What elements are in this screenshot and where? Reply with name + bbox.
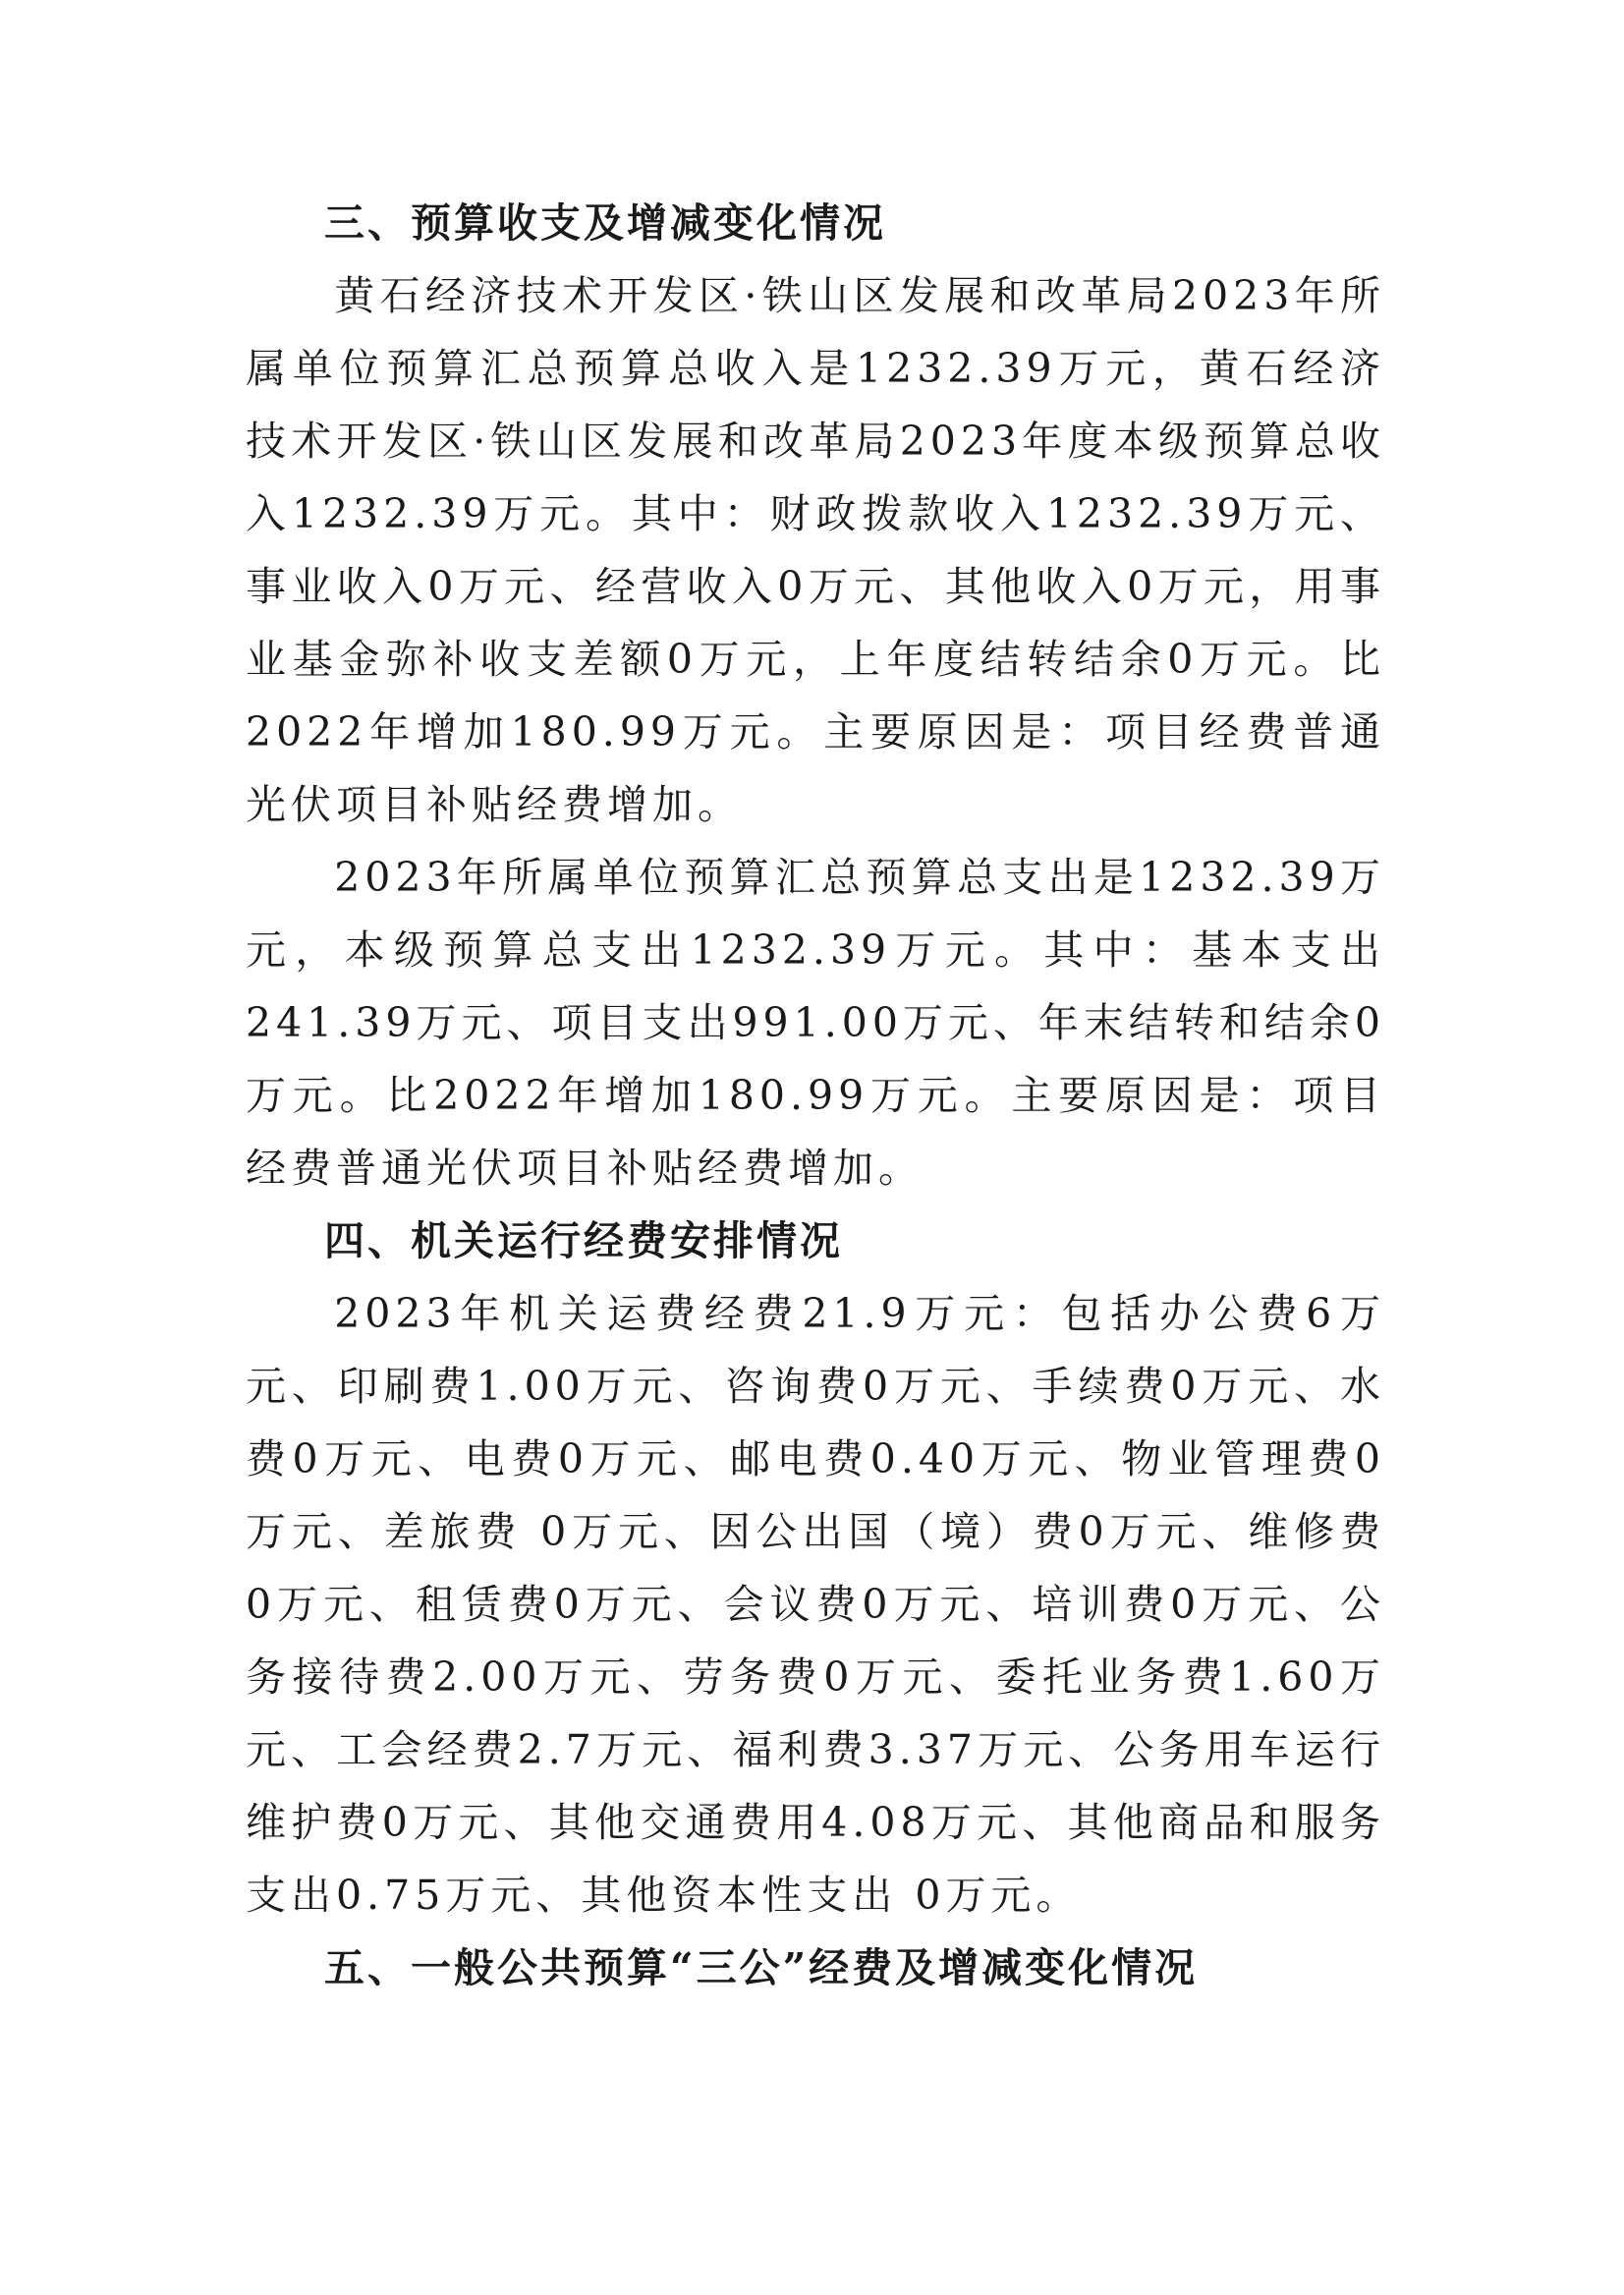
section-heading-operating-funds: 四、机关运行经费安排情况 [324, 1217, 843, 1264]
paragraph-budget-expenditure: 2023年所属单位预算汇总预算总支出是1232.39万元，本级预算总支出1232.39万元。其中：基本支出241.39万元、项目支出991.00万元、年末结转和结余0万元。比2022年增加180.99万元。主要原因是：项目经费普通光伏项目补贴经费增加。 [246, 854, 1386, 1192]
paragraph-budget-income: 黄石经济技术开发区·铁山区发展和改革局2023年所属单位预算汇总预算总收入是1232.39万元，黄石经济技术开发区·铁山区发展和改革局2023年度本级预算总收入1232.39万元。其中：财政拨款收入1232.39万元、事业收入0万元、经营收入0万元、其他收入0万元，用事业基金弥补收支差额0万元，上年度结转结余0万元。比2022年增加180.99万元。主要原因是：项目经费普通光伏项目补贴经费增加。 [246, 272, 1385, 828]
section-heading-budget-changes: 三、预算收支及增减变化情况 [324, 199, 886, 247]
document-body [246, 187, 1385, 2004]
paragraph-operating-funds: 2023年机关运费经费21.9万元：包括办公费6万元、印刷费1.00万元、咨询费0万元、手续费0万元、水费0万元、电费0万元、邮电费0.40万元、物业管理费0万元、差旅费 0万元、因公出国（境）费0万元、维修费0万元、租赁费0万元、会议费0万元、培训费0万元、公务接待费2.00万元、劳务费0万元、委托业务费1.60万元、工会经费2.7万元、福利费3.37万元、公务用车运行维护费0万元、其他交通费用4.08万元、其他商品和服务支出0.75万元、其他资本性支出 0万元。 [246, 1290, 1385, 1919]
section-heading-three-public-expenses: 五、一般公共预算“三公”经费及增减变化情况 [324, 1944, 1199, 1991]
